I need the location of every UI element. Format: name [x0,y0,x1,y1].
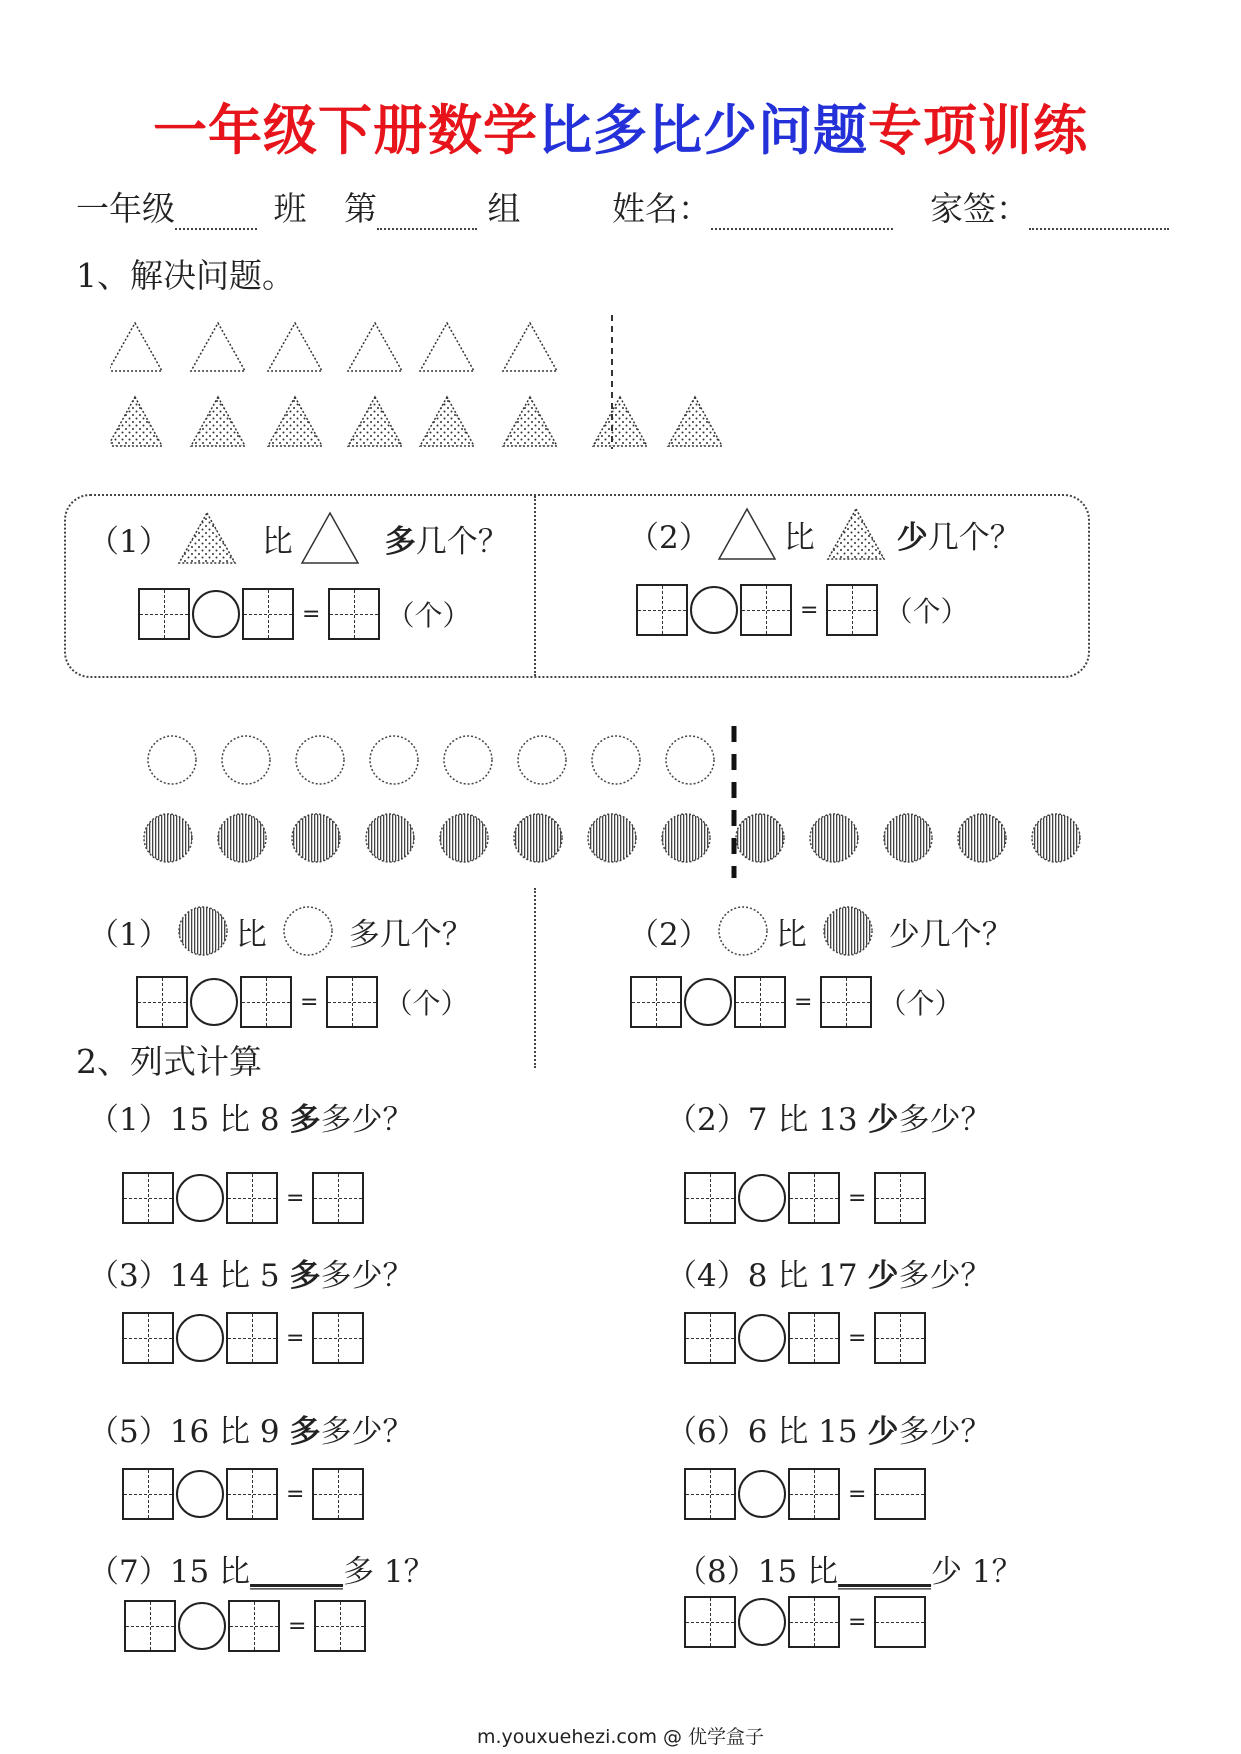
answer-cell[interactable] [874,1596,926,1648]
dotted-triangle [420,397,474,446]
dotted-triangle [268,397,322,446]
answer-row-2: = （个） [636,584,968,636]
calc-rest: 多少？ [320,1102,414,1138]
empty-circle [592,736,640,784]
calc-cmp: 比 [219,1102,260,1138]
empty-triangle [268,323,322,371]
answer-cell[interactable] [684,1468,736,1520]
answer-cell[interactable] [122,1468,174,1520]
calc-key: 少 [867,1414,899,1450]
calc-key: 少 [867,1258,899,1294]
answer-row-calc-8: = [684,1596,926,1648]
blank[interactable]: ______ [838,1554,932,1590]
circle-figure [140,726,1100,880]
answer-cell[interactable] [740,584,792,636]
answer-cell[interactable] [684,1596,736,1648]
empty-triangle [191,323,245,371]
section1-heading: 1、解决问题。 [76,256,295,295]
answer-cell[interactable] [874,1312,926,1364]
group-field: 第 组 [344,189,521,228]
answer-cell[interactable] [636,584,688,636]
operator-circle[interactable] [190,978,238,1026]
empty-triangle [420,323,474,371]
grade-field: 一年级 班 [76,189,307,228]
calc-key: 多 [289,1102,321,1138]
calc-question-8: （8）15 比______少 1？ [676,1554,1023,1590]
calc-num: （1） [88,1102,170,1138]
empty-circle [518,736,566,784]
blank[interactable]: ______ [250,1554,344,1590]
operator-circle[interactable] [684,978,732,1026]
operator-circle[interactable] [176,1314,224,1362]
empty-triangle [348,323,402,371]
empty-circle [444,736,492,784]
empty-triangle [503,323,557,371]
answer-row-calc-5 [122,1468,364,1520]
answer-cell[interactable] [136,976,188,1028]
calc-question-6 [666,1406,991,1451]
calc-num: （2） [666,1102,748,1138]
answer-row-3: = （个） [136,976,468,1028]
calc-a: 16 [169,1414,220,1450]
page-title: 一年级下册数学比多比少问题专项训练 [153,99,1088,162]
answer-cell[interactable] [684,1172,736,1224]
answer-cell[interactable] [312,1468,364,1520]
shaded-circle [884,814,932,862]
answer-cell[interactable] [226,1312,278,1364]
calc-b: 5 [259,1258,290,1294]
empty-triangle-icon [716,506,778,562]
answer-cell[interactable] [124,1600,176,1652]
shaded-circle [144,814,192,862]
empty-circle [148,736,196,784]
calc-cmp: 比 [219,1414,260,1450]
question-3: （1） 比 多几个？ [88,904,473,958]
shaded-circle [218,814,266,862]
shaded-circle [588,814,636,862]
calc-key: 少 [867,1102,899,1138]
calc-num: （6） [666,1414,748,1450]
answer-row-4: = （个） [630,976,962,1028]
dotted-triangle-icon [176,510,238,566]
answer-cell[interactable] [684,1312,736,1364]
answer-cell[interactable] [226,1172,278,1224]
calc-rest: 多少？ [898,1102,992,1138]
empty-circle-icon [281,904,335,958]
dotted-triangle [348,397,402,446]
name-blank[interactable] [711,198,893,230]
shaded-circle-row [144,814,1080,862]
answer-cell[interactable] [788,1596,840,1648]
circle-divider [534,888,536,1068]
answer-row-calc-4 [684,1312,926,1364]
shaded-circle [736,814,784,862]
calc-b: 17 [818,1258,868,1294]
sign-field: 家签： [930,183,1169,230]
answer-row-calc-7: = [124,1600,366,1652]
equals-sign: = [286,1481,305,1507]
question-4: （2） 比 少几个？ [628,904,1013,958]
calc-cmp: 比 [777,1414,819,1450]
calc-rest: 多少？ [320,1258,414,1294]
equals-sign: = [286,1185,305,1211]
section2-heading: 2、列式计算 [76,1042,262,1081]
shaded-circle [810,814,858,862]
operator-circle[interactable] [690,586,738,634]
answer-cell[interactable] [242,588,294,640]
question-1: （1） 比 多 几个？ [88,510,509,566]
shaded-circle [440,814,488,862]
dotted-triangle [191,397,245,446]
equals-sign: = [848,1481,867,1507]
calc-a: 6 [747,1414,778,1450]
answer-row-calc-2 [684,1172,926,1224]
calc-b: 8 [259,1102,290,1138]
answer-row-calc-1 [122,1172,364,1224]
answer-cell[interactable] [630,976,682,1028]
answer-cell[interactable] [874,1468,926,1520]
answer-cell[interactable] [138,588,190,640]
equals-sign: = [848,1325,867,1351]
shaded-circle [958,814,1006,862]
calc-question-5 [88,1406,413,1451]
answer-cell[interactable] [312,1312,364,1364]
calc-a: 14 [169,1258,220,1294]
dotted-triangle [503,397,557,446]
calc-a: 15 [169,1102,220,1138]
answer-cell[interactable] [826,584,878,636]
operator-circle[interactable] [738,1314,786,1362]
equals-sign: = [286,1325,305,1351]
shaded-circle [662,814,710,862]
shaded-circle [514,814,562,862]
calc-b: 15 [818,1414,868,1450]
answer-cell[interactable] [122,1312,174,1364]
calc-cmp: 比 [219,1258,260,1294]
operator-circle[interactable] [176,1470,224,1518]
group-blank[interactable] [377,198,477,230]
answer-cell[interactable] [122,1172,174,1224]
calc-key: 多 [289,1258,321,1294]
calc-question-3 [88,1250,413,1295]
empty-circle [666,736,714,784]
operator-circle[interactable] [738,1174,786,1222]
calc-a: 7 [747,1102,778,1138]
dotted-triangle [110,397,162,446]
operator-circle[interactable] [176,1174,224,1222]
calc-question-7: （7）15 比______多 1？ [88,1554,435,1590]
sign-blank[interactable] [1029,198,1169,230]
calc-key: 多 [289,1414,321,1450]
dotted-triangle [593,397,647,446]
answer-cell[interactable] [240,976,292,1028]
shaded-circle [1032,814,1080,862]
name-field: 姓名： [612,183,893,230]
calc-a: 8 [747,1258,778,1294]
empty-triangle [110,323,162,371]
empty-triangle-row [110,323,557,371]
answer-cell[interactable] [874,1172,926,1224]
answer-cell[interactable] [326,976,378,1028]
operator-circle[interactable] [738,1470,786,1518]
answer-row-calc-3 [122,1312,364,1364]
answer-cell[interactable] [314,1600,366,1652]
empty-triangle-icon [299,510,361,566]
operator-circle[interactable] [192,590,240,638]
calc-rest: 多少？ [898,1414,992,1450]
question-2: （2） 比 少 几个？ [628,506,1021,562]
answer-cell[interactable] [734,976,786,1028]
box-divider [534,496,536,676]
calc-question-4 [666,1250,991,1295]
operator-circle[interactable] [178,1602,226,1650]
empty-circle-row [148,736,714,784]
calc-rest: 多少？ [320,1414,414,1450]
empty-circle [370,736,418,784]
calc-num: （5） [88,1414,170,1450]
calc-b: 13 [818,1102,868,1138]
answer-cell[interactable] [226,1468,278,1520]
empty-circle [222,736,270,784]
shaded-circle-icon [821,904,875,958]
answer-cell[interactable] [788,1312,840,1364]
equals-sign: = [848,1185,867,1211]
grade-blank[interactable] [175,198,257,230]
calc-b: 9 [259,1414,290,1450]
dotted-triangle-row [110,397,722,446]
shaded-circle [366,814,414,862]
calc-question-1 [88,1094,413,1139]
calc-cmp: 比 [777,1102,819,1138]
empty-circle-icon [716,904,770,958]
answer-row-1: = （个） [138,588,470,640]
dotted-triangle-icon [825,506,887,562]
calc-num: （3） [88,1258,170,1294]
calc-num: （4） [666,1258,748,1294]
calc-rest: 多少？ [898,1258,992,1294]
calc-cmp: 比 [777,1258,819,1294]
empty-circle [296,736,344,784]
calc-question-2 [666,1094,991,1139]
answer-cell[interactable] [328,588,380,640]
answer-cell[interactable] [312,1172,364,1224]
footer-watermark: m.youxuehezi.com @ 优学盒子 [476,1726,765,1748]
shaded-circle-icon [176,904,230,958]
answer-cell[interactable] [788,1468,840,1520]
triangle-figure [110,315,790,455]
answer-cell[interactable] [788,1172,840,1224]
answer-cell[interactable] [820,976,872,1028]
shaded-circle [292,814,340,862]
answer-row-calc-6 [684,1468,926,1520]
dotted-triangle [668,397,722,446]
answer-cell[interactable] [228,1600,280,1652]
operator-circle[interactable] [738,1598,786,1646]
